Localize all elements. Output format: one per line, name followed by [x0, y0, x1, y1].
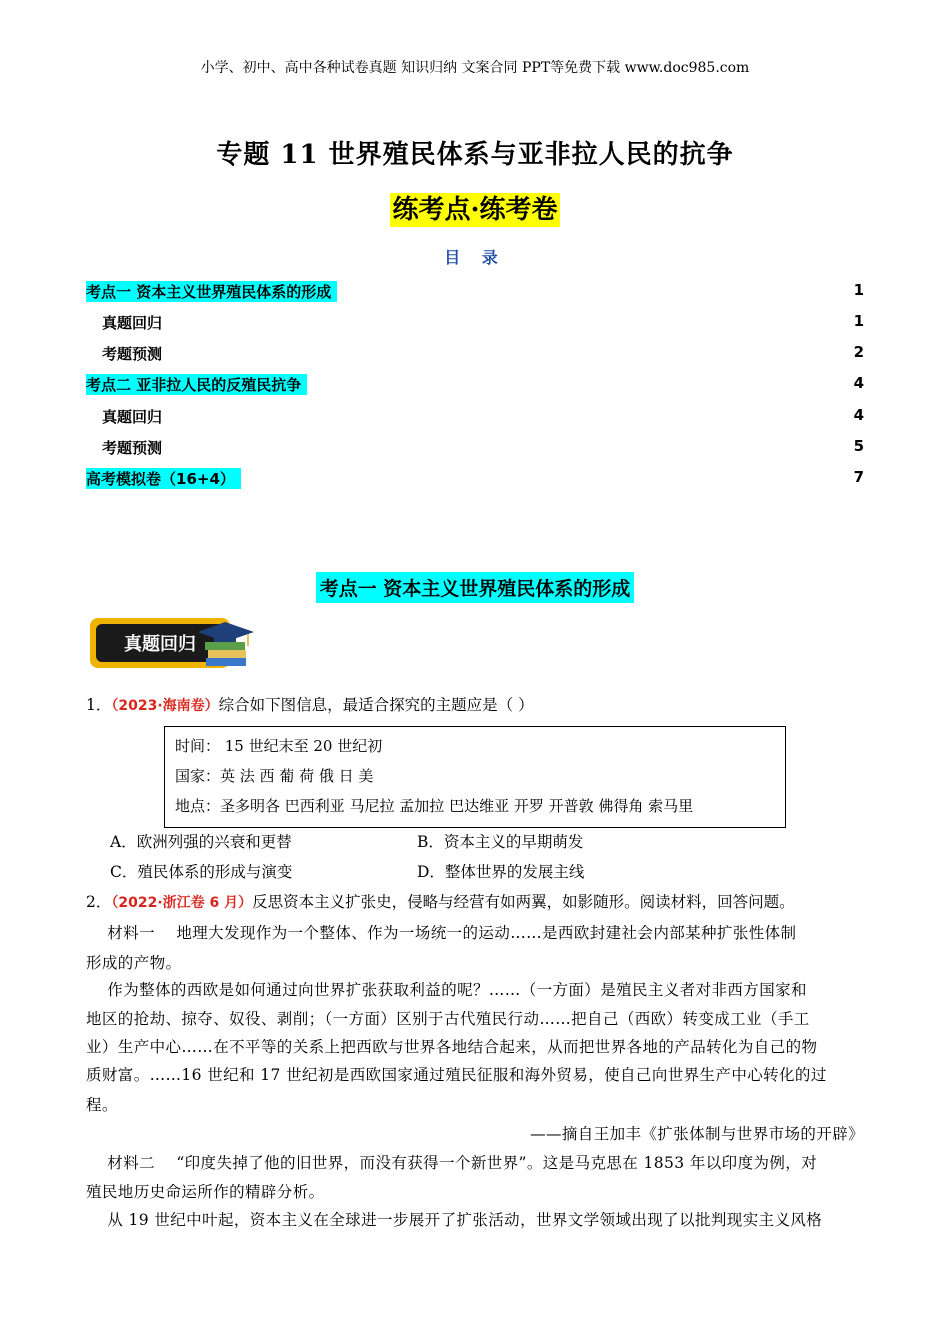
toc-item-page: 4	[853, 406, 864, 424]
toc-item-label: 考题预测	[102, 345, 163, 363]
citation: ——摘自王加丰《扩张体制与世界市场的开辟》	[530, 1125, 864, 1143]
toc-item[interactable]	[86, 406, 864, 428]
info-box	[164, 726, 786, 828]
toc-item-label: 考点一 资本主义世界殖民体系的形成	[86, 281, 337, 302]
paragraph-line: 从 19 世纪中叶起，资本主义在全球进一步展开了扩张活动，世界文学领域出现了以批判现实主义风格	[86, 1211, 823, 1229]
toc-item-page: 5	[853, 437, 864, 455]
paragraph-line: 程。	[86, 1096, 118, 1114]
paragraph-line: 业）生产中心……在不平等的关系上把西欧与世界各地结合起来，从而把世界各地的产品转化为自己的物	[86, 1038, 818, 1056]
toc-item-label: 真题回归	[102, 314, 163, 332]
material-2-line: 材料二 “印度失掉了他的旧世界，而没有获得一个新世界”。这是马克思在 1853 年以印度为例，对	[86, 1154, 818, 1172]
toc-item[interactable]	[86, 374, 864, 396]
toc-item[interactable]	[86, 437, 864, 459]
question-source: （2022·浙江卷 6 月）	[111, 895, 253, 911]
toc-item-page: 2	[853, 343, 864, 361]
toc-item-label: 高考模拟卷（16+4）	[86, 468, 241, 489]
toc-item-label: 考点二 亚非拉人民的反殖民抗争	[86, 374, 307, 395]
info-time: 时间： 15 世纪末至 20 世纪初	[175, 737, 383, 755]
question-2-stem	[86, 890, 866, 915]
toc-item[interactable]	[86, 312, 864, 334]
badge-label: 真题回归	[124, 634, 196, 655]
toc-item[interactable]	[86, 468, 864, 490]
option-d[interactable]: D．整体世界的发展主线	[417, 863, 585, 881]
question-1-stem	[86, 693, 866, 718]
paragraph-line: 作为整体的西欧是如何通过向世界扩张获取利益的呢？……（一方面）是殖民主义者对非西方国家和	[86, 981, 807, 999]
question-text: 反思资本主义扩张史，侵略与经营有如两翼，如影随形。阅读材料，回答问题。	[252, 893, 795, 911]
toc-item[interactable]	[86, 281, 864, 303]
page-header: 小学、初中、高中各种试卷真题 知识归纳 文案合同 PPT等免费下载 www.doc985.com	[200, 60, 750, 76]
material-1-line: 形成的产物。	[86, 954, 182, 972]
toc-item-page: 1	[853, 312, 864, 330]
toc-item[interactable]	[86, 343, 864, 365]
toc-item-label: 考题预测	[102, 439, 163, 457]
toc-heading: 目 录	[444, 248, 506, 267]
option-a[interactable]: A．欧洲列强的兴衰和更替	[110, 833, 292, 851]
material-2-line: 殖民地历史命运所作的精辟分析。	[86, 1183, 325, 1201]
toc-item-page: 1	[853, 281, 864, 299]
paragraph-line: 地区的抢劫、掠夺、奴役、剥削；（一方面）区别于古代殖民行动……把自己（西欧）转变成工业（手工	[86, 1010, 810, 1028]
toc-item-page: 4	[853, 374, 864, 392]
page-subtitle: 练考点·练考卷	[392, 195, 558, 225]
question-number: 1．	[86, 696, 112, 714]
toc-item-label: 真题回归	[102, 408, 163, 426]
question-text: 综合如下图信息，最适合探究的主题应是（ ）	[218, 696, 534, 714]
question-source: （2023·海南卷）	[111, 698, 219, 714]
page-title: 专题 11 世界殖民体系与亚非拉人民的抗争	[216, 140, 734, 170]
info-countries: 国家：英 法 西 葡 荷 俄 日 美	[175, 767, 374, 785]
info-places: 地点：圣多明各 巴西利亚 马尼拉 孟加拉 巴达维亚 开罗 开普敦 佛得角 索马里	[175, 797, 694, 815]
question-number: 2．	[86, 893, 112, 911]
toc-item-page: 7	[853, 468, 864, 486]
zhenti-badge	[88, 614, 260, 676]
paragraph-line: 质财富。……16 世纪和 17 世纪初是西欧国家通过殖民征服和海外贸易，使自己向世界生产中心转化的过	[86, 1066, 827, 1084]
material-1-line: 材料一 地理大发现作为一个整体、作为一场统一的运动……是西欧封建社会内部某种扩张性体制	[86, 924, 797, 942]
option-c[interactable]: C．殖民体系的形成与演变	[110, 863, 293, 881]
option-b[interactable]: B．资本主义的早期萌发	[417, 833, 584, 851]
section-heading: 考点一 资本主义世界殖民体系的形成	[316, 572, 635, 603]
